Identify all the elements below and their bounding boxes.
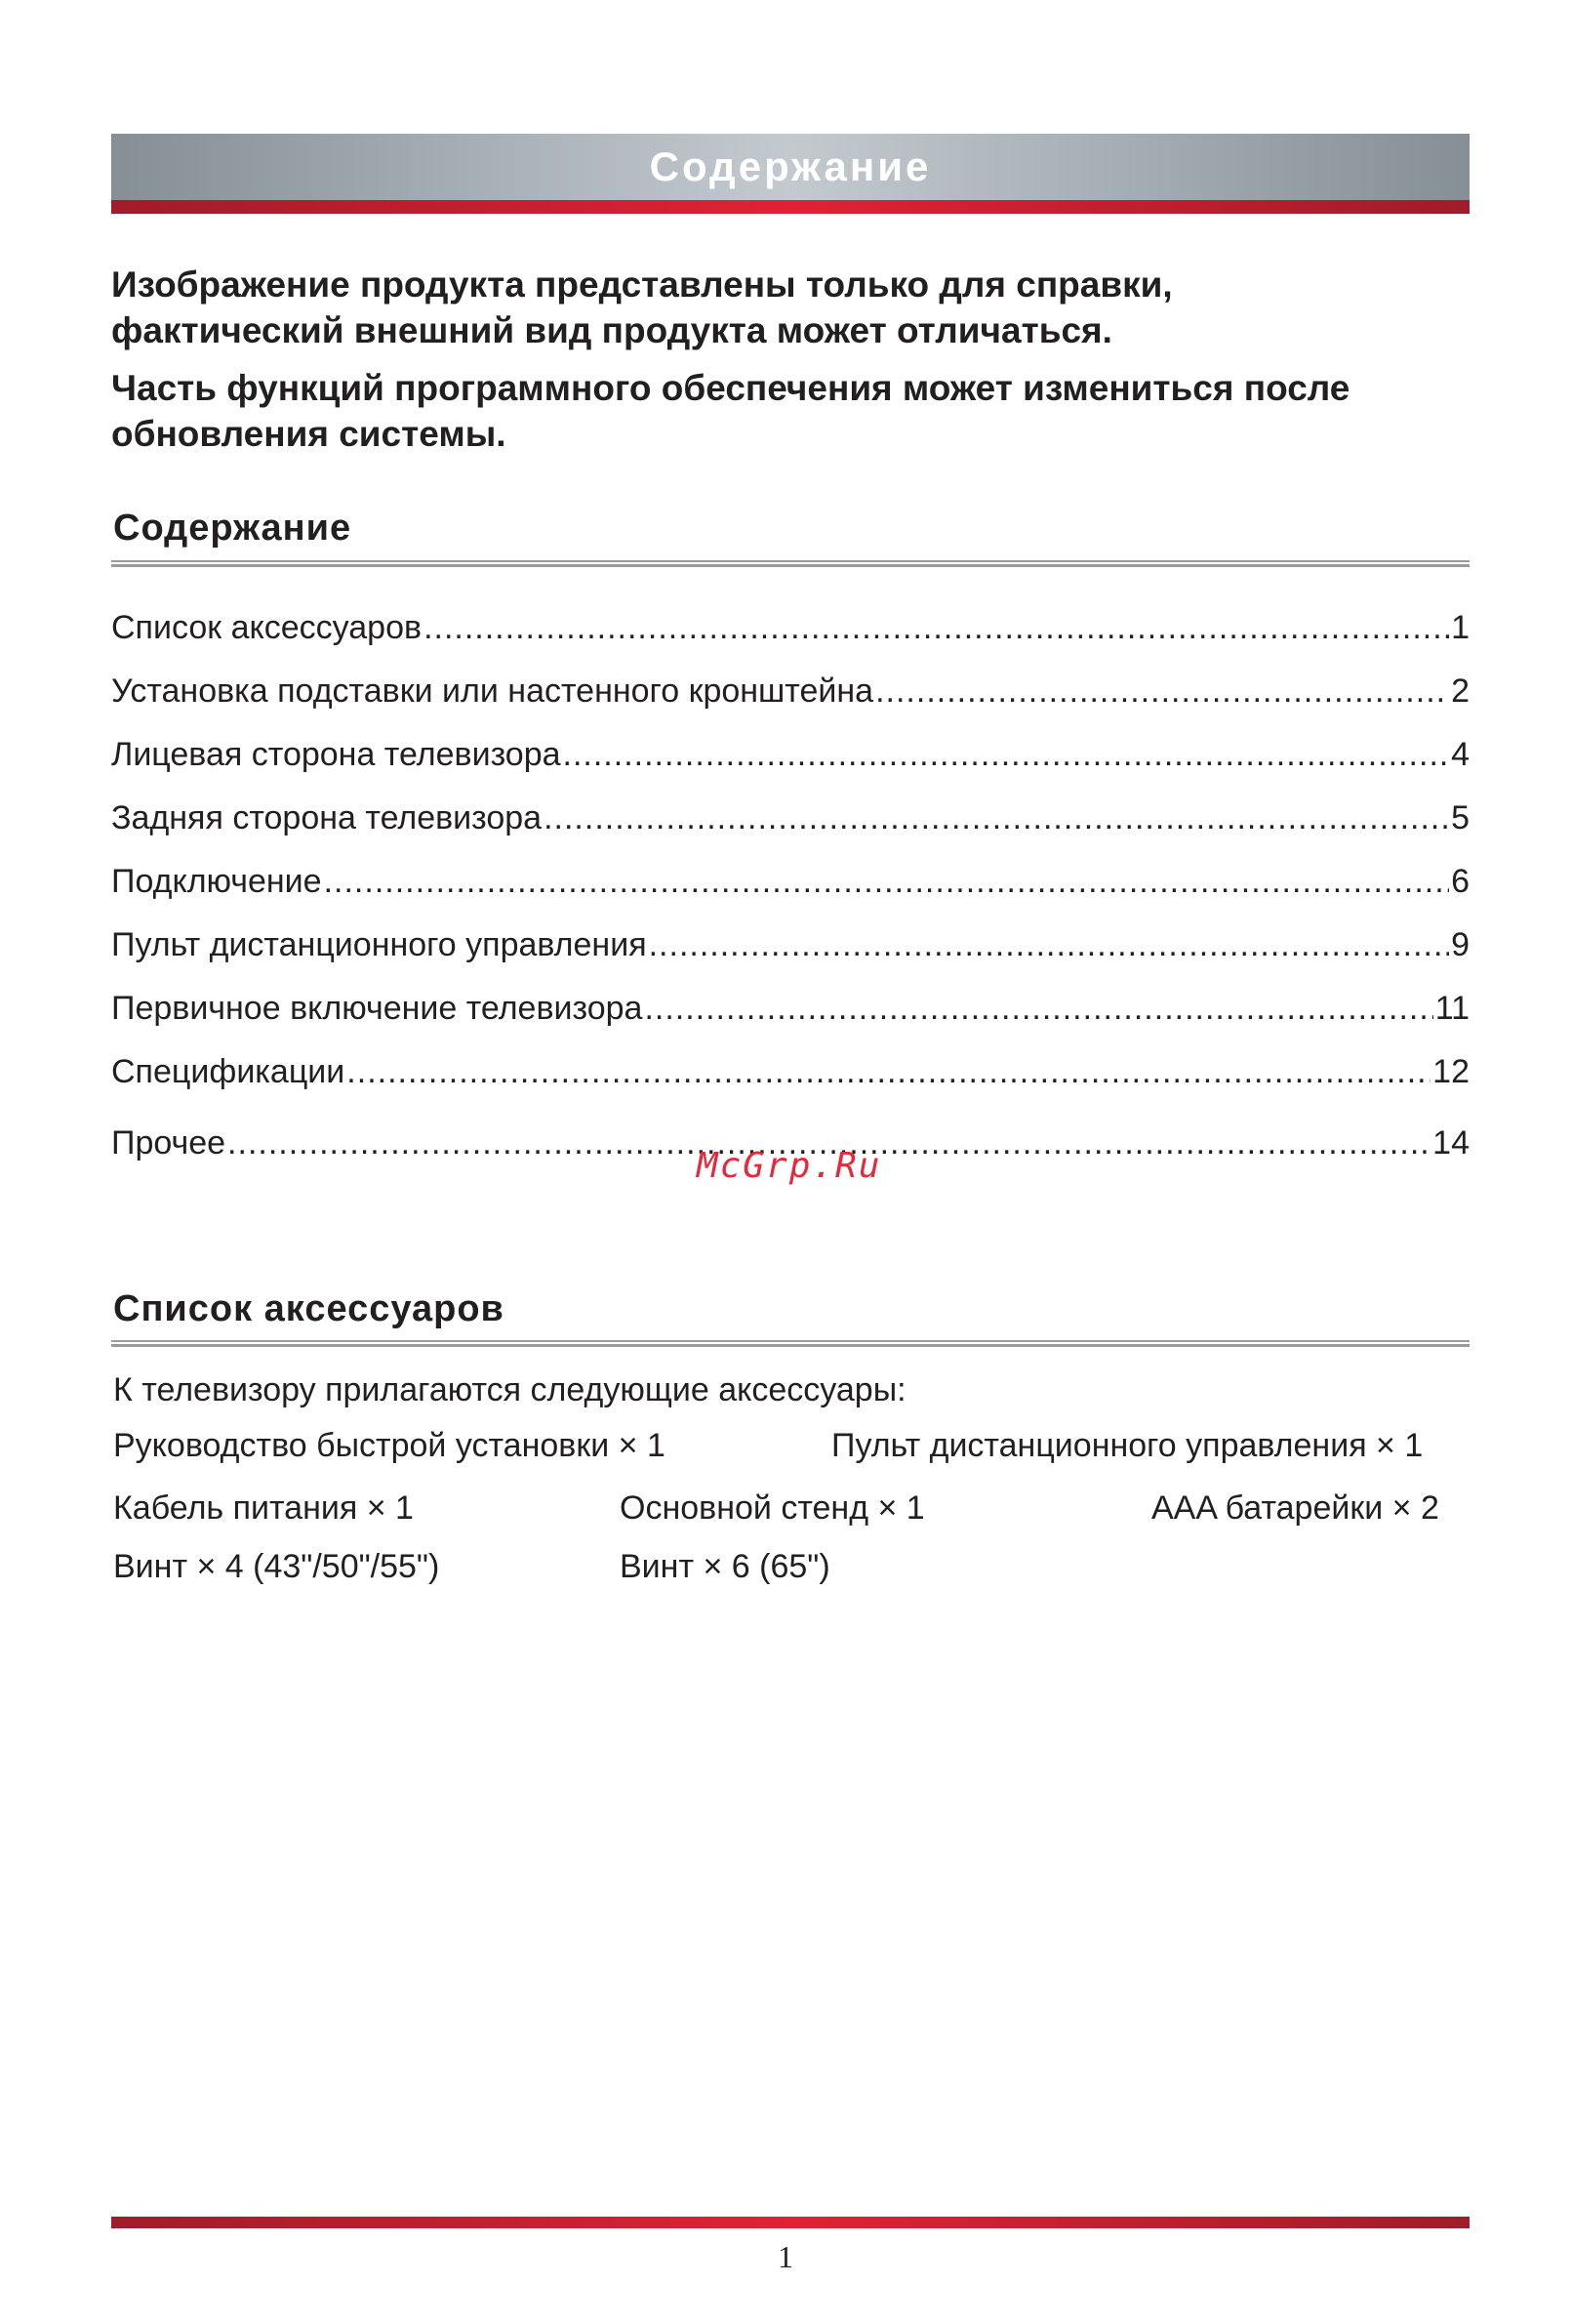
toc-item-stand-installation[interactable] [111, 667, 1470, 730]
toc-item-page: 1 [1451, 609, 1470, 646]
toc-item-label: Пульт дистанционного управления [111, 926, 647, 963]
toc-item-page: 9 [1451, 926, 1470, 963]
accessory-power-cable: Кабель питания × 1 [113, 1489, 414, 1527]
toc-item-label: Список аксессуаров [111, 609, 423, 646]
accessories-heading-rule [111, 1340, 1470, 1347]
toc-item-remote-control[interactable] [111, 920, 1470, 984]
toc-leader-dots [346, 1047, 1430, 1096]
toc-item-page: 11 [1434, 990, 1470, 1027]
watermark: McGrp.Ru [697, 1146, 882, 1186]
toc-leader-dots [649, 920, 1449, 969]
toc-leader-dots [324, 857, 1449, 906]
header-title: Содержание [649, 143, 932, 189]
toc-item-front-side[interactable] [111, 730, 1470, 794]
toc-item-page: 6 [1451, 863, 1470, 900]
notice-paragraph-2 [111, 365, 1477, 457]
toc-item-specifications[interactable] [111, 1047, 1470, 1111]
toc-item-page: 14 [1432, 1124, 1470, 1162]
toc-leader-dots [875, 667, 1449, 715]
toc-heading-rule [111, 560, 1470, 567]
toc-item-page: 5 [1451, 799, 1470, 836]
toc-item-label: Задняя сторона телевизора [111, 799, 543, 836]
notice-line-1: Изображение продукта представлены только для справки, [111, 265, 1173, 305]
toc-leader-dots [644, 984, 1432, 1033]
accessory-screws-65: Винт × 6 (65") [620, 1548, 830, 1585]
toc-leader-dots [544, 794, 1449, 842]
footer-red-stripe [111, 2217, 1470, 2228]
toc-leader-dots [563, 730, 1450, 779]
page-number: 1 [778, 2239, 793, 2274]
accessories-heading: Список аксессуаров [113, 1288, 504, 1329]
toc-item-page: 2 [1451, 673, 1470, 710]
header-red-stripe [111, 200, 1470, 214]
product-notice [111, 262, 1477, 457]
toc-item-label: Прочее [111, 1124, 226, 1162]
notice-paragraph-1 [111, 262, 1477, 353]
toc-item-rear-side[interactable] [111, 794, 1470, 857]
toc-item-connection[interactable] [111, 857, 1470, 920]
toc-item-label: Спецификации [111, 1053, 345, 1090]
toc-item-first-power-on[interactable] [111, 984, 1470, 1047]
accessory-batteries: AAA батарейки × 2 [1151, 1489, 1439, 1527]
accessories-intro: К телевизору прилагаются следующие аксессуары: [113, 1371, 906, 1408]
toc-item-page: 12 [1432, 1053, 1470, 1090]
toc-item-label: Установка подставки или настенного кронштейна [111, 673, 874, 710]
toc-item-label: Первичное включение телевизора [111, 990, 643, 1027]
table-of-contents [111, 603, 1470, 1182]
accessory-remote: Пульт дистанционного управления × 1 [831, 1427, 1424, 1464]
accessory-quick-guide: Руководство быстрой установки × 1 [113, 1427, 665, 1464]
toc-leader-dots [423, 603, 1449, 652]
header-banner [111, 134, 1470, 200]
toc-item-accessories[interactable] [111, 603, 1470, 667]
notice-line-2: фактический внешний вид продукта может отличаться. [111, 310, 1112, 350]
toc-heading: Содержание [113, 508, 352, 549]
toc-item-label: Подключение [111, 863, 322, 900]
notice-line-3: Часть функций программного обеспечения может измениться после [111, 368, 1350, 408]
toc-item-page: 4 [1451, 736, 1470, 773]
notice-line-4: обновления системы. [111, 414, 506, 454]
toc-item-label: Лицевая сторона телевизора [111, 736, 561, 773]
accessory-stand: Основной стенд × 1 [620, 1489, 925, 1527]
accessory-screws-small: Винт × 4 (43"/50"/55") [113, 1548, 440, 1585]
